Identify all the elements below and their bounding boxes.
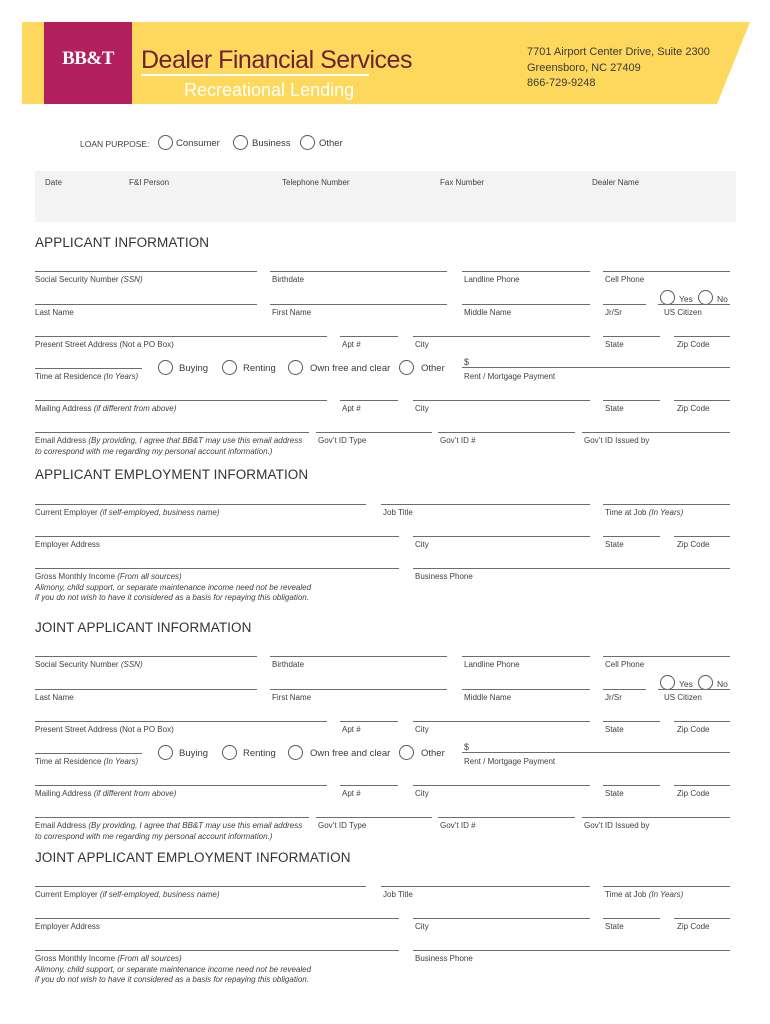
- mailing-state-label: State: [605, 404, 624, 413]
- joint-email-note: to correspond with me regarding my personal account information.): [35, 832, 273, 841]
- joint-apt-label: Apt #: [342, 725, 361, 734]
- joint-zip-label: Zip Code: [677, 725, 710, 734]
- own-free-label: Own free and clear: [310, 363, 391, 374]
- other-purpose-radio[interactable]: [300, 135, 315, 150]
- consumer-option-label: Consumer: [176, 138, 220, 149]
- section-joint-applicant: JOINT APPLICANT INFORMATION: [35, 620, 252, 635]
- bbt-logo: [44, 22, 132, 104]
- joint-business-phone-label: Business Phone: [415, 954, 473, 963]
- mailing-city-label: City: [415, 404, 429, 413]
- mailing-zip-field[interactable]: [674, 400, 730, 401]
- time-at-residence-label: Time at Residence (In Years): [35, 372, 139, 381]
- mailing-apt-field[interactable]: [340, 400, 398, 401]
- joint-mailing-zip-field[interactable]: [674, 785, 730, 786]
- current-employer-field[interactable]: [35, 504, 366, 505]
- present-address-field[interactable]: [35, 336, 327, 337]
- joint-employer-address-field[interactable]: [35, 918, 399, 919]
- renting-radio[interactable]: [222, 360, 237, 375]
- joint-first-name-field[interactable]: [270, 689, 447, 690]
- birthdate-label: Birthdate: [272, 275, 305, 284]
- rent-payment-field[interactable]: [462, 367, 730, 368]
- present-address-label: Present Street Address (Not a PO Box): [35, 340, 174, 349]
- joint-present-address-field[interactable]: [35, 721, 327, 722]
- zip-field[interactable]: [674, 336, 730, 337]
- joint-state-field[interactable]: [603, 721, 660, 722]
- date-label: Date: [45, 178, 62, 187]
- middle-name-field[interactable]: [462, 304, 590, 305]
- joint-govt-id-type-label: Gov’t ID Type: [318, 821, 367, 830]
- employer-address-field[interactable]: [35, 536, 399, 537]
- mailing-city-field[interactable]: [413, 400, 590, 401]
- landline-field[interactable]: [462, 271, 590, 272]
- header-banner: [22, 22, 750, 104]
- joint-alimony-note-1: Alimony, child support, or separate maintenance income need not be revealed: [35, 965, 312, 974]
- joint-buying-radio[interactable]: [158, 745, 173, 760]
- city-label: City: [415, 340, 429, 349]
- buying-radio[interactable]: [158, 360, 173, 375]
- joint-employer-zip-label: Zip Code: [677, 922, 710, 931]
- joint-rent-payment-label: Rent / Mortgage Payment: [464, 757, 556, 766]
- joint-govt-id-issued-field[interactable]: [582, 817, 730, 818]
- joint-middle-name-field[interactable]: [462, 689, 590, 690]
- joint-mailing-zip-label: Zip Code: [677, 789, 710, 798]
- joint-mailing-city-label: City: [415, 789, 429, 798]
- joint-employer-state-label: State: [605, 922, 624, 931]
- joint-current-employer-field[interactable]: [35, 886, 366, 887]
- joint-state-label: State: [605, 725, 624, 734]
- us-citizen-yes-label: Yes: [679, 294, 693, 304]
- joint-own-free-radio[interactable]: [288, 745, 303, 760]
- joint-dollar-sign: $: [464, 742, 470, 752]
- address-line-1: 7701 Airport Center Drive, Suite 2300: [527, 46, 710, 58]
- mailing-state-field[interactable]: [603, 400, 660, 401]
- joint-current-employer-label: Current Employer (if self-employed, business name): [35, 890, 220, 899]
- joint-business-phone-field[interactable]: [413, 950, 730, 951]
- joint-mailing-city-field[interactable]: [413, 785, 590, 786]
- employer-city-field[interactable]: [413, 536, 590, 537]
- mailing-apt-label: Apt #: [342, 404, 361, 413]
- joint-other-residence-label: Other: [421, 748, 445, 759]
- joint-us-citizen-no-radio[interactable]: [698, 675, 713, 690]
- mailing-address-label: Mailing Address (if different from above): [35, 404, 177, 413]
- first-name-label: First Name: [272, 308, 312, 317]
- govt-id-number-label: Gov’t ID #: [440, 436, 476, 445]
- jr-sr-field[interactable]: [603, 304, 646, 305]
- section-joint-employment: JOINT APPLICANT EMPLOYMENT INFORMATION: [35, 850, 351, 865]
- us-citizen-no-radio[interactable]: [698, 290, 713, 305]
- us-citizen-yes-radio[interactable]: [660, 290, 675, 305]
- city-field[interactable]: [413, 336, 590, 337]
- employer-address-label: Employer Address: [35, 540, 100, 549]
- govt-id-type-label: Gov’t ID Type: [318, 436, 367, 445]
- brand-title: Dealer Financial Services: [141, 46, 412, 74]
- joint-mailing-apt-field[interactable]: [340, 785, 398, 786]
- joint-landline-field[interactable]: [462, 656, 590, 657]
- own-free-radio[interactable]: [288, 360, 303, 375]
- brand-divider: [141, 74, 369, 76]
- employer-state-label: State: [605, 540, 624, 549]
- joint-job-title-label: Job Title: [383, 890, 413, 899]
- address-line-2: Greensboro, NC 27409: [527, 62, 641, 74]
- employer-zip-label: Zip Code: [677, 540, 710, 549]
- joint-employer-address-label: Employer Address: [35, 922, 100, 931]
- joint-employer-zip-field[interactable]: [674, 918, 730, 919]
- joint-other-residence-radio[interactable]: [399, 745, 414, 760]
- joint-employer-city-field[interactable]: [413, 918, 590, 919]
- buying-label: Buying: [179, 363, 209, 374]
- us-citizen-label: US Citizen: [664, 308, 702, 317]
- last-name-label: Last Name: [35, 308, 74, 317]
- consumer-radio[interactable]: [158, 135, 173, 150]
- business-phone-label: Business Phone: [415, 572, 473, 581]
- telephone-label: Telephone Number: [282, 178, 350, 187]
- joint-own-free-label: Own free and clear: [310, 748, 391, 759]
- cell-label: Cell Phone: [605, 275, 645, 284]
- joint-govt-id-number-label: Gov’t ID #: [440, 821, 476, 830]
- joint-email-field[interactable]: [35, 817, 309, 818]
- joint-jr-sr-field[interactable]: [603, 689, 646, 690]
- email-field[interactable]: [35, 432, 309, 433]
- ssn-field[interactable]: [35, 271, 257, 272]
- gross-income-label: Gross Monthly Income (From all sources): [35, 572, 182, 581]
- mailing-address-field[interactable]: [35, 400, 327, 401]
- business-option-label: Business: [252, 138, 291, 149]
- dealer-name-label: Dealer Name: [592, 178, 640, 187]
- joint-rent-payment-field[interactable]: [462, 752, 730, 753]
- joint-govt-id-issued-label: Gov’t ID Issued by: [584, 821, 650, 830]
- joint-mailing-address-field[interactable]: [35, 785, 327, 786]
- current-employer-label: Current Employer (if self-employed, business name): [35, 508, 220, 517]
- employer-state-field[interactable]: [603, 536, 660, 537]
- job-title-label: Job Title: [383, 508, 413, 517]
- time-at-job-field[interactable]: [603, 504, 730, 505]
- other-purpose-option-label: Other: [319, 138, 343, 149]
- joint-alimony-note-2: if you do not wish to have it considered as a basis for repaying this obligation.: [35, 975, 309, 984]
- joint-us-citizen-field: [658, 689, 730, 690]
- govt-id-number-field[interactable]: [438, 432, 575, 433]
- fi-person-label: F&I Person: [129, 178, 170, 187]
- joint-renting-radio[interactable]: [222, 745, 237, 760]
- joint-renting-label: Renting: [243, 748, 276, 759]
- time-at-job-label: Time at Job (In Years): [605, 508, 684, 517]
- apt-label: Apt #: [342, 340, 361, 349]
- dollar-sign: $: [464, 357, 470, 367]
- phone-number: 866-729-9248: [527, 77, 596, 89]
- zip-label: Zip Code: [677, 340, 710, 349]
- last-name-field[interactable]: [35, 304, 257, 305]
- alimony-note-2: if you do not wish to have it considered as a basis for repaying this obligation.: [35, 593, 309, 602]
- joint-city-label: City: [415, 725, 429, 734]
- joint-mailing-address-label: Mailing Address (if different from above): [35, 789, 177, 798]
- joint-govt-id-number-field[interactable]: [438, 817, 575, 818]
- section-applicant-information: APPLICANT INFORMATION: [35, 235, 210, 250]
- joint-last-name-field[interactable]: [35, 689, 257, 690]
- joint-present-address-label: Present Street Address (Not a PO Box): [35, 725, 174, 734]
- joint-mailing-state-field[interactable]: [603, 785, 660, 786]
- joint-gross-income-label: Gross Monthly Income (From all sources): [35, 954, 182, 963]
- joint-employer-state-field[interactable]: [603, 918, 660, 919]
- logo-text: BB&T: [62, 48, 114, 69]
- joint-us-citizen-yes-label: Yes: [679, 679, 693, 689]
- joint-mailing-apt-label: Apt #: [342, 789, 361, 798]
- gross-income-field[interactable]: [35, 568, 399, 569]
- business-phone-field[interactable]: [413, 568, 730, 569]
- joint-time-at-residence-field[interactable]: [35, 753, 142, 754]
- business-radio[interactable]: [233, 135, 248, 150]
- joint-zip-field[interactable]: [674, 721, 730, 722]
- joint-gross-income-field[interactable]: [35, 950, 399, 951]
- loan-purpose-label: LOAN PURPOSE:: [80, 139, 150, 149]
- joint-buying-label: Buying: [179, 748, 209, 759]
- joint-apt-field[interactable]: [340, 721, 398, 722]
- joint-time-at-job-field[interactable]: [603, 886, 730, 887]
- mailing-zip-label: Zip Code: [677, 404, 710, 413]
- employer-zip-field[interactable]: [674, 536, 730, 537]
- first-name-field[interactable]: [270, 304, 447, 305]
- dealer-info-box[interactable]: [35, 171, 736, 222]
- joint-landline-label: Landline Phone: [464, 660, 520, 669]
- alimony-note-1: Alimony, child support, or separate maintenance income need not be revealed: [35, 583, 312, 592]
- joint-email-label: Email Address (By providing, I agree that BB&T may use this email address: [35, 821, 303, 830]
- joint-cell-label: Cell Phone: [605, 660, 645, 669]
- other-residence-label: Other: [421, 363, 445, 374]
- joint-city-field[interactable]: [413, 721, 590, 722]
- joint-cell-field[interactable]: [603, 656, 730, 657]
- us-citizen-field: [658, 304, 730, 305]
- joint-ssn-label: Social Security Number (SSN): [35, 660, 143, 669]
- govt-id-issued-label: Gov’t ID Issued by: [584, 436, 650, 445]
- joint-last-name-label: Last Name: [35, 693, 74, 702]
- jr-sr-label: Jr/Sr: [605, 308, 622, 317]
- fax-label: Fax Number: [440, 178, 485, 187]
- section-applicant-employment: APPLICANT EMPLOYMENT INFORMATION: [35, 467, 309, 482]
- joint-us-citizen-no-label: No: [717, 679, 728, 689]
- landline-label: Landline Phone: [464, 275, 520, 284]
- rent-payment-label: Rent / Mortgage Payment: [464, 372, 556, 381]
- joint-time-at-residence-label: Time at Residence (In Years): [35, 757, 139, 766]
- joint-birthdate-field[interactable]: [270, 656, 447, 657]
- joint-jr-sr-label: Jr/Sr: [605, 693, 622, 702]
- birthdate-field[interactable]: [270, 271, 447, 272]
- joint-us-citizen-label: US Citizen: [664, 693, 702, 702]
- time-at-residence-field[interactable]: [35, 368, 142, 369]
- joint-job-title-field[interactable]: [381, 886, 590, 887]
- joint-ssn-field[interactable]: [35, 656, 257, 657]
- joint-govt-id-type-field[interactable]: [316, 817, 432, 818]
- job-title-field[interactable]: [381, 504, 590, 505]
- us-citizen-no-label: No: [717, 294, 728, 304]
- apt-field[interactable]: [340, 336, 398, 337]
- joint-time-at-job-label: Time at Job (In Years): [605, 890, 684, 899]
- other-residence-radio[interactable]: [399, 360, 414, 375]
- employer-city-label: City: [415, 540, 429, 549]
- joint-mailing-state-label: State: [605, 789, 624, 798]
- ssn-label: Social Security Number (SSN): [35, 275, 143, 284]
- renting-label: Renting: [243, 363, 276, 374]
- joint-middle-name-label: Middle Name: [464, 693, 512, 702]
- joint-us-citizen-yes-radio[interactable]: [660, 675, 675, 690]
- govt-id-type-field[interactable]: [316, 432, 432, 433]
- joint-birthdate-label: Birthdate: [272, 660, 305, 669]
- cell-field[interactable]: [603, 271, 730, 272]
- middle-name-label: Middle Name: [464, 308, 512, 317]
- brand-subtitle: Recreational Lending: [184, 80, 355, 100]
- state-label: State: [605, 340, 624, 349]
- govt-id-issued-field[interactable]: [582, 432, 730, 433]
- state-field[interactable]: [603, 336, 660, 337]
- email-note: to correspond with me regarding my personal account information.): [35, 447, 273, 456]
- joint-first-name-label: First Name: [272, 693, 312, 702]
- email-label: Email Address (By providing, I agree that BB&T may use this email address: [35, 436, 303, 445]
- joint-employer-city-label: City: [415, 922, 429, 931]
